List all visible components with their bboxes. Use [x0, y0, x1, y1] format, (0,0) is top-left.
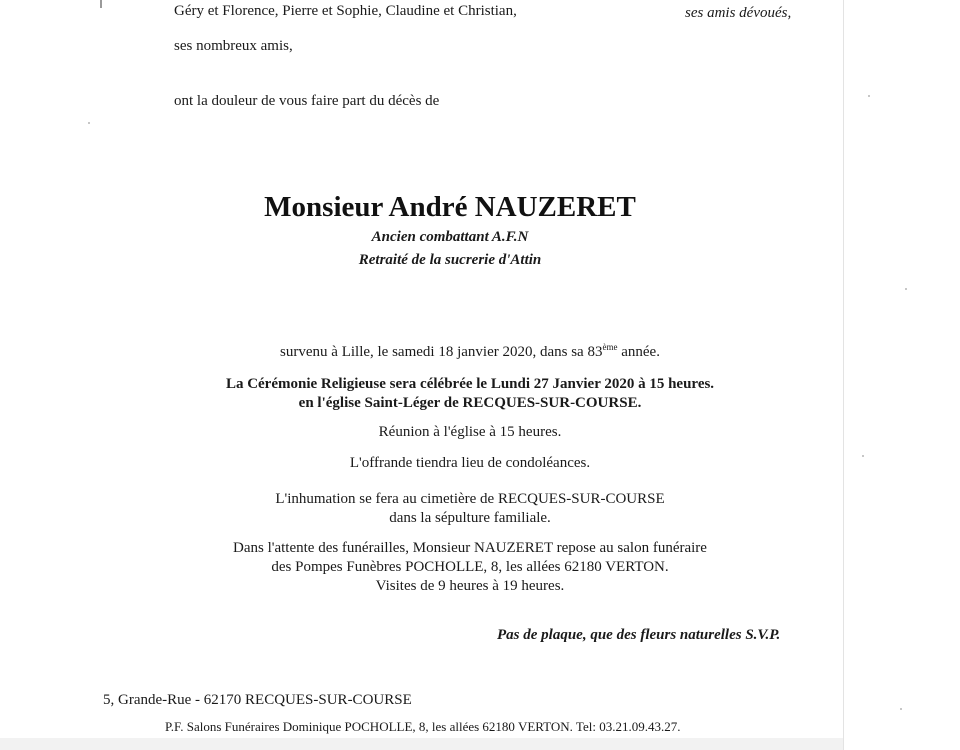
ceremony-line-1: La Cérémonie Religieuse sera célébrée le Lundi 27 Janvier 2020 à 15 heures. [225, 376, 715, 392]
family-address: 5, Grande-Rue - 62170 RECQUES-SUR-COURSE [103, 692, 412, 708]
burial-line-2: dans la sépulture familiale. [389, 510, 551, 526]
death-line-main: survenu à Lille, le samedi 18 janvier 2020, dans sa 83 [280, 344, 603, 360]
funeral-home-line-2: des Pompes Funèbres POCHOLLE, 8, les allées 62180 VERTON. [271, 559, 669, 575]
death-line [90, 343, 850, 361]
scan-speck [868, 95, 870, 97]
scan-speck [905, 288, 907, 290]
scan-mark [100, 0, 102, 8]
footer-shade [0, 738, 843, 750]
offering-line: L'offrande tiendra lieu de condoléances. [349, 455, 591, 471]
family-line: Géry et Florence, Pierre et Sophie, Claudine et Christian, [174, 3, 517, 19]
burial-line-1: L'inhumation se fera au cimetière de RECQUES-SUR-COURSE [275, 491, 665, 507]
death-line-end: année. [617, 344, 660, 360]
funeral-home-line-3: Visites de 9 heures à 19 heures. [375, 578, 565, 594]
deceased-title-1: Ancien combattant A.F.N [371, 229, 529, 245]
scan-speck [88, 122, 90, 124]
deceased-name: Monsieur André NAUZERET [264, 191, 636, 223]
announcement-line: ont la douleur de vous faire part du décès de [174, 93, 440, 109]
funeral-home-footer: P.F. Salons Funéraires Dominique POCHOLLE, 8, les allées 62180 VERTON. Tel: 03.21.09.43.27. [165, 719, 681, 734]
reunion-line: Réunion à l'église à 15 heures. [378, 424, 562, 440]
scan-speck [900, 708, 902, 710]
scan-speck [862, 455, 864, 457]
friends-right: ses amis dévoués, [685, 5, 792, 21]
deceased-title-2: Retraité de la sucrerie d'Attin [358, 252, 542, 268]
death-line-sup: ème [602, 342, 618, 352]
ceremony-line-2: en l'église Saint-Léger de RECQUES-SUR-COURSE. [298, 395, 642, 411]
flowers-note: Pas de plaque, que des fleurs naturelles S.V.P. [497, 627, 781, 643]
friends-line: ses nombreux amis, [174, 38, 293, 54]
funeral-home-line-1: Dans l'attente des funérailles, Monsieur NAUZERET repose au salon funéraire [233, 540, 707, 556]
